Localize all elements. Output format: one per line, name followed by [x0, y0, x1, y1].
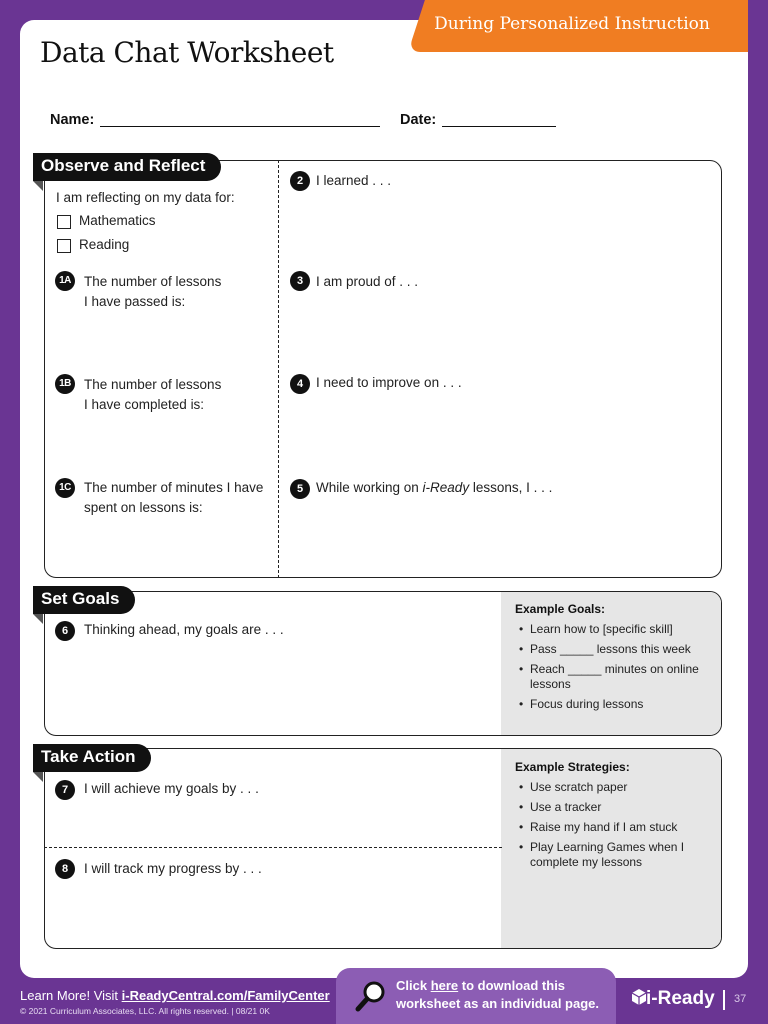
question-number-8: 8 [55, 859, 75, 879]
list-item: • Focus during lessons [517, 697, 712, 712]
set-goals-heading: Set Goals [33, 586, 135, 614]
list-item: • Reach _____ minutes on online lessons [517, 662, 712, 692]
list-item: • Use a tracker [517, 800, 712, 815]
example-strategies-list [517, 780, 712, 875]
name-field[interactable] [100, 126, 380, 127]
example-goals-title: Example Goals: [515, 602, 606, 616]
question-4: I need to improve on . . . [316, 375, 462, 390]
question-1a: The number of lessons I have passed is: [84, 274, 222, 309]
banner-text: During Personalized Instruction [434, 14, 710, 34]
mathematics-checkbox[interactable] [57, 215, 71, 229]
list-item: • Use scratch paper [517, 780, 712, 795]
reflect-prompt: I am reflecting on my data for: [56, 190, 235, 205]
observe-reflect-heading: Observe and Reflect [33, 153, 221, 181]
question-number-3: 3 [290, 271, 310, 291]
brand-divider [723, 990, 725, 1010]
column-divider [278, 160, 279, 578]
magnifier-icon [354, 978, 390, 1014]
instruction-banner [408, 0, 748, 52]
page-title: Data Chat Worksheet [40, 36, 334, 69]
iready-logo: i-Ready [632, 988, 715, 1010]
question-number-7: 7 [55, 780, 75, 800]
take-action-heading: Take Action [33, 744, 151, 772]
reading-checkbox[interactable] [57, 239, 71, 253]
list-item: • Learn how to [specific skill] [517, 622, 712, 637]
list-item: • Raise my hand if I am stuck [517, 820, 712, 835]
learn-more-text: Learn More! Visit i-ReadyCentral.com/FamilyCenter [20, 988, 330, 1003]
copyright-text: © 2021 Curriculum Associates, LLC. All rights reserved. | 08/21 0K [20, 1006, 270, 1016]
question-number-2: 2 [290, 171, 310, 191]
question-number-1a: 1A [55, 271, 75, 291]
question-8: I will track my progress by . . . [84, 861, 262, 876]
date-field[interactable] [442, 126, 556, 127]
question-5: While working on i-Ready lessons, I . . . [316, 480, 553, 495]
download-text: Click here to download this worksheet as an individual page. [396, 978, 600, 1011]
download-banner [336, 968, 616, 1024]
footer-info [20, 988, 330, 1016]
action-divider [44, 847, 502, 848]
name-label: Name: [50, 112, 95, 128]
reading-label: Reading [79, 237, 130, 252]
question-number-4: 4 [290, 374, 310, 394]
question-6: Thinking ahead, my goals are . . . [84, 622, 284, 637]
example-strategies-title: Example Strategies: [515, 760, 630, 774]
question-number-6: 6 [55, 621, 75, 641]
list-item: • Play Learning Games when I complete my lessons [517, 840, 712, 870]
question-number-1c: 1C [55, 478, 75, 498]
cube-icon [632, 989, 646, 1005]
question-number-1b: 1B [55, 374, 75, 394]
family-center-link[interactable]: i-ReadyCentral.com/FamilyCenter [121, 988, 330, 1003]
question-2: I learned . . . [316, 173, 392, 188]
question-number-5: 5 [290, 479, 310, 499]
download-here-link[interactable]: here [430, 978, 459, 993]
date-label: Date: [400, 112, 437, 128]
question-1c: The number of minutes I have spent on lessons is: [84, 480, 264, 515]
mathematics-label: Mathematics [79, 213, 156, 228]
list-item: • Pass _____ lessons this week [517, 642, 712, 657]
question-7: I will achieve my goals by . . . [84, 781, 259, 796]
question-3: I am proud of . . . [316, 274, 419, 289]
question-1b: The number of lessons I have completed is: [84, 377, 222, 412]
page-number: 37 [734, 993, 747, 1005]
example-goals-list [517, 622, 712, 717]
